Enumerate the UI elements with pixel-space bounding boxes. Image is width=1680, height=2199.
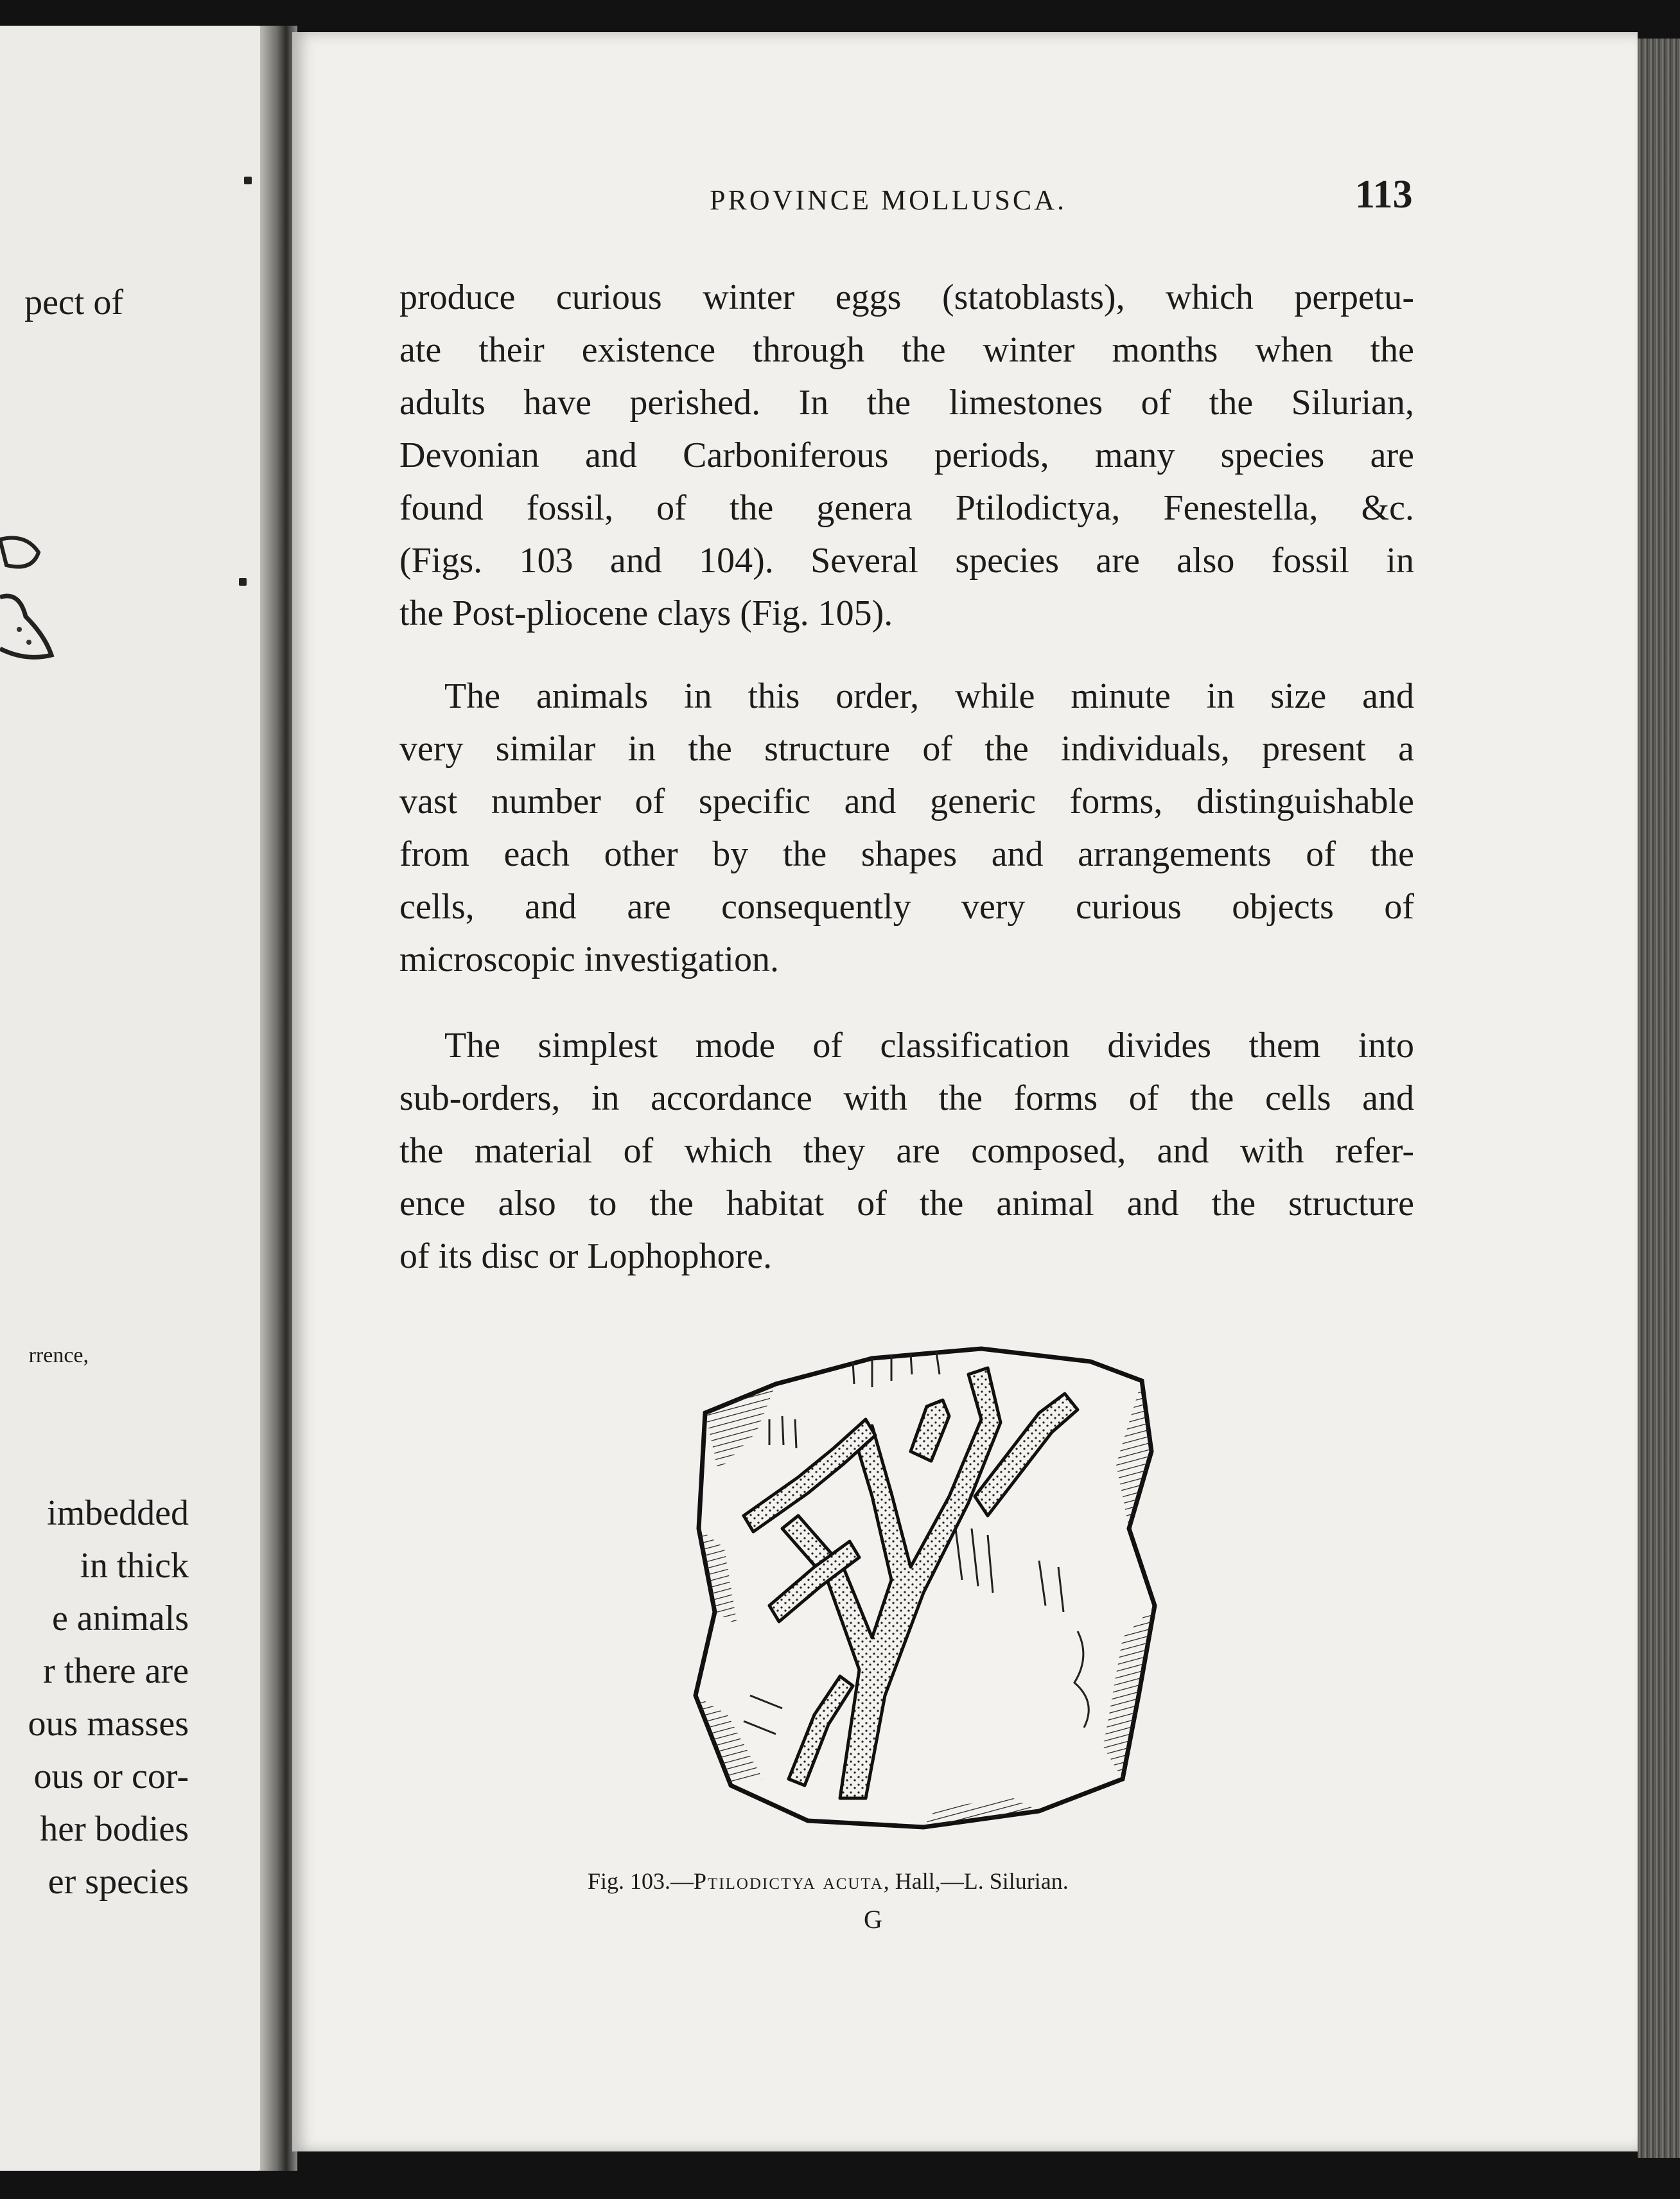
left-fragment-line: in thick <box>80 1546 189 1586</box>
left-fragment-line: imbedded <box>47 1493 189 1533</box>
text-line: very similar in the structure of the individuals, present a <box>399 729 1414 769</box>
text-line: produce curious winter eggs (statoblasts), which perpetu- <box>399 277 1414 317</box>
text-line: The simplest mode of classification divides them into <box>444 1026 1414 1065</box>
text-line: the Post-pliocene clays (Fig. 105). <box>399 593 893 633</box>
page-number: 113 <box>1355 173 1413 216</box>
left-page-fragment-figure: rrence, <box>28 1344 89 1367</box>
signature-mark: G <box>864 1905 882 1934</box>
left-fragment-line: her bodies <box>40 1809 189 1849</box>
left-fragment-line: ous masses <box>28 1704 189 1744</box>
left-fragment-line: ous or cor- <box>33 1757 189 1796</box>
text-line: The animals in this order, while minute in size and <box>444 676 1414 716</box>
text-line: Devonian and Carboniferous periods, many species are <box>399 435 1414 475</box>
paragraph-3 <box>399 1019 1414 1283</box>
left-margin-mark <box>239 578 247 586</box>
caption-prefix: Fig. 103.— <box>588 1868 694 1894</box>
left-fragment-line: r there are <box>43 1651 189 1691</box>
left-fragment-line: e animals <box>51 1599 189 1638</box>
text-line: found fossil, of the genera Ptilodictya, Fenestella, &c. <box>399 488 1414 528</box>
caption-species: Ptilodictya acuta <box>694 1868 884 1894</box>
text-line: (Figs. 103 and 104). Several species are also fossil in <box>399 541 1414 581</box>
paragraph-1 <box>399 271 1414 640</box>
paragraph-2 <box>399 670 1414 986</box>
text-line: sub-orders, in accordance with the forms of the cells and <box>399 1078 1414 1118</box>
left-page-fragment-block <box>28 1487 189 1908</box>
page-edge <box>1638 39 1680 2158</box>
fossil-illustration <box>679 1336 1161 1837</box>
text-line: the material of which they are composed, and with refer- <box>399 1131 1414 1171</box>
text-line: of its disc or Lophophore. <box>399 1236 773 1276</box>
text-line: ate their existence through the winter months when the <box>399 330 1414 370</box>
figure-caption <box>588 1868 1069 1895</box>
text-line: cells, and are consequently very curious objects of <box>399 887 1414 927</box>
left-fragment-line: er species <box>48 1862 189 1902</box>
left-page-fragment-top: pect of <box>24 283 123 322</box>
left-figure-fragment <box>0 527 58 674</box>
left-page <box>0 26 270 2171</box>
left-margin-mark <box>244 177 252 184</box>
running-head: PROVINCE MOLLUSCA. <box>710 184 1067 216</box>
text-line: microscopic investigation. <box>399 940 779 979</box>
caption-suffix: , Hall,—L. Silurian. <box>883 1868 1069 1894</box>
text-line: from each other by the shapes and arrangements of the <box>399 834 1414 874</box>
text-line: ence also to the habitat of the animal and the structure <box>399 1184 1414 1223</box>
text-line: vast number of specific and generic forms, distinguishable <box>399 782 1414 821</box>
text-line: adults have perished. In the limestones of the Silurian, <box>399 383 1414 423</box>
